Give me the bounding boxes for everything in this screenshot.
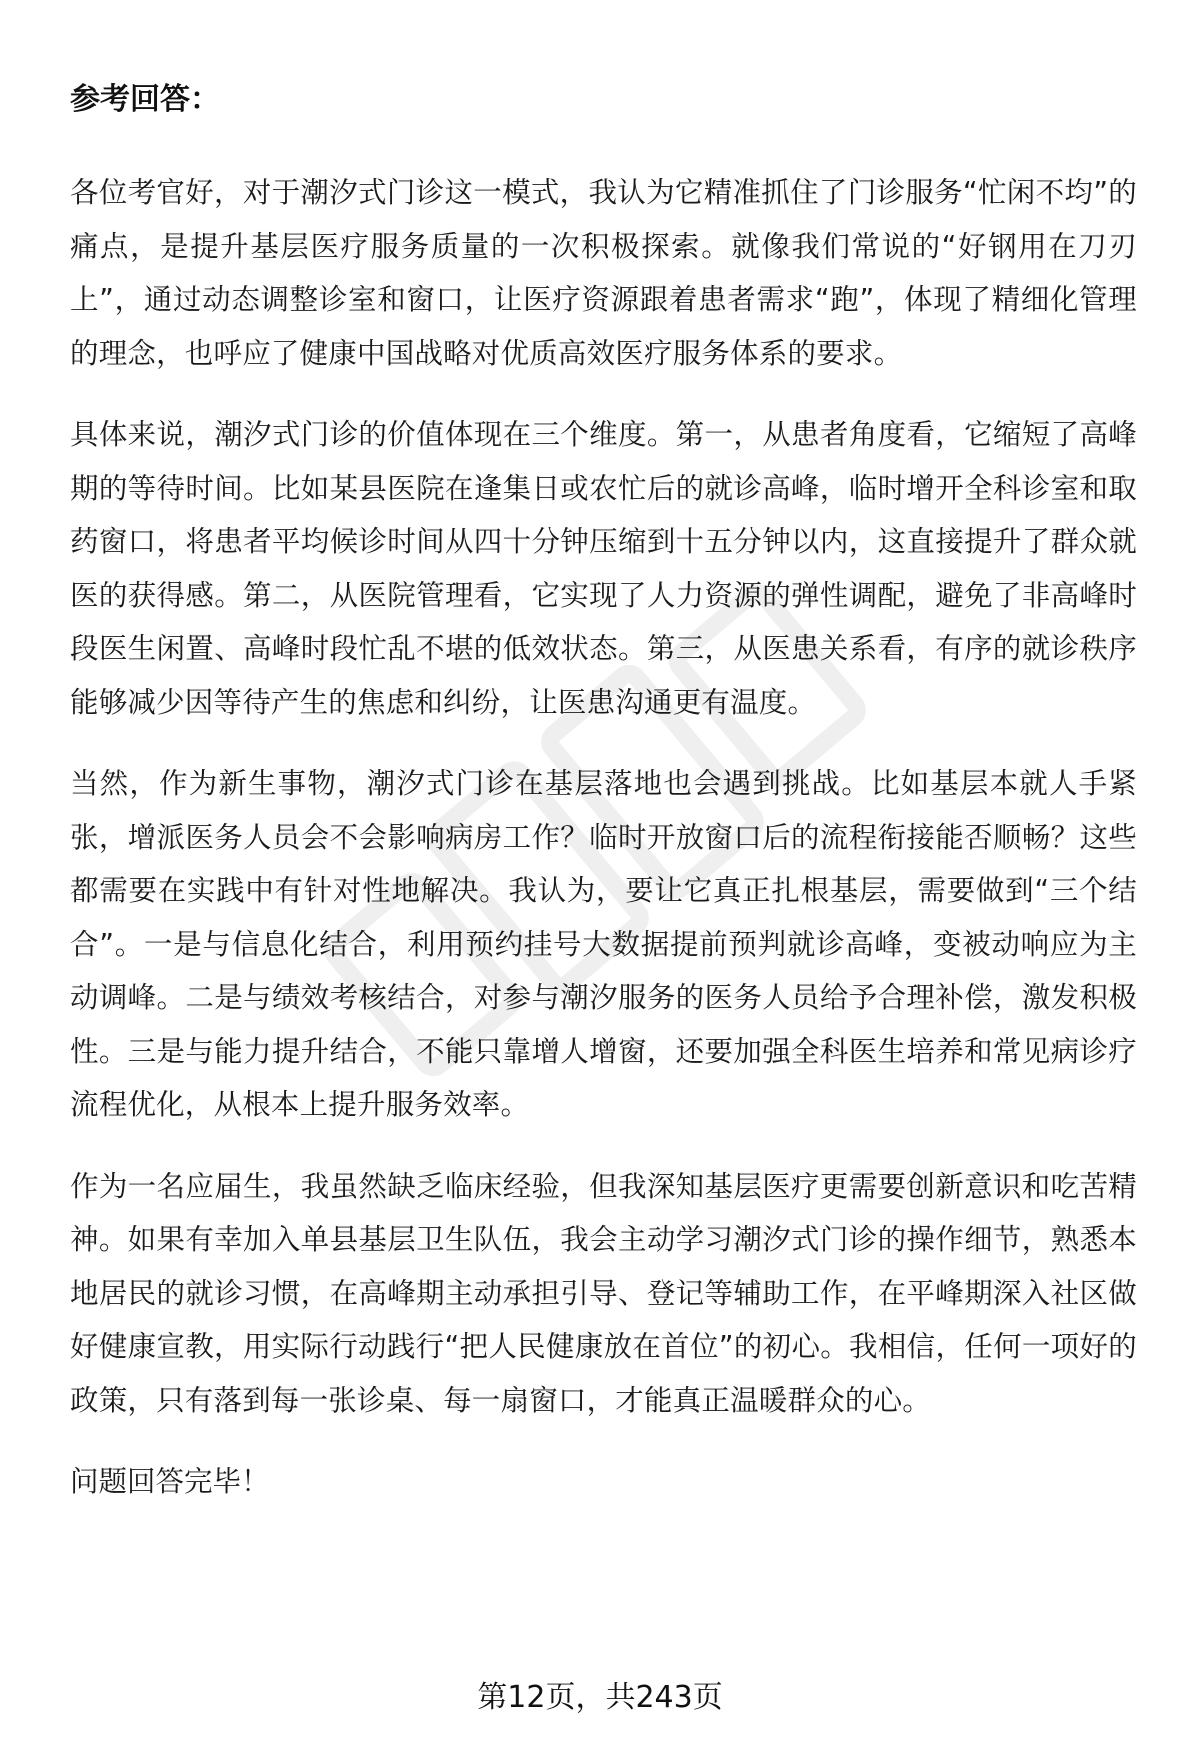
- paragraph-personal: 作为一名应届生，我虽然缺乏临床经验，但我深知基层医疗更需要创新意识和吃苦精神。如果有幸加入单县基层卫生队伍，我会主动学习潮汐式门诊的操作细节，熟悉本地居民的就诊习惯，在高峰期主动承担引导、登记等辅助工作，在平峰期深入社区做好健康宣教，用实际行动践行“把人民健康放在首位”的初心。我相信，任何一项好的政策，只有落到每一张诊桌、每一扇窗口，才能真正温暖群众的心。: [70, 1169, 1137, 1417]
- paragraph-intro: 各位考官好，对于潮汐式门诊这一模式，我认为它精准抓住了门诊服务“忙闲不均”的痛点，是提升基层医疗服务质量的一次积极探索。就像我们常说的“好钢用在刀刃上”，通过动态调整诊室和窗口，让医疗资源跟着患者需求“跑”，体现了精细化管理的理念，也呼应了健康中国战略对优质高效医疗服务体系的要求。: [70, 176, 1137, 370]
- paragraph-challenges: 当然，作为新生事物，潮汐式门诊在基层落地也会遇到挑战。比如基层本就人手紧张，增派医务人员会不会影响病房工作？临时开放窗口后的流程衔接能否顺畅？这些都需要在实践中有针对性地解决。我认为，要让它真正扎根基层，需要做到“三个结合”。一是与信息化结合，利用预约挂号大数据提前预判就诊高峰，变被动响应为主动调峰。二是与绩效考核结合，对参与潮汐服务的医务人员给予合理补偿，激发积极性。三是与能力提升结合，不能只靠增人增窗，还要加强全科医生培养和常见病诊疗流程优化，从根本上提升服务效率。: [70, 767, 1137, 1121]
- paragraph-value: 具体来说，潮汐式门诊的价值体现在三个维度。第一，从患者角度看，它缩短了高峰期的等待时间。比如某县医院在逢集日或农忙后的就诊高峰，临时增开全科诊室和取药窗口，将患者平均候诊时间从四十分钟压缩到十五分钟以内，这直接提升了群众就医的获得感。第二，从医院管理看，它实现了人力资源的弹性调配，避免了非高峰时段医生闲置、高峰时段忙乱不堪的低效状态。第三，从医患关系看，有序的就诊秩序能够减少因等待产生的焦虑和纠纷，让医患沟通更有温度。: [70, 418, 1137, 719]
- closing-statement: 问题回答完毕！: [70, 1465, 270, 1498]
- answer-heading: 参考回答：: [70, 82, 220, 117]
- page-number: 第12页，共243页: [477, 1680, 723, 1715]
